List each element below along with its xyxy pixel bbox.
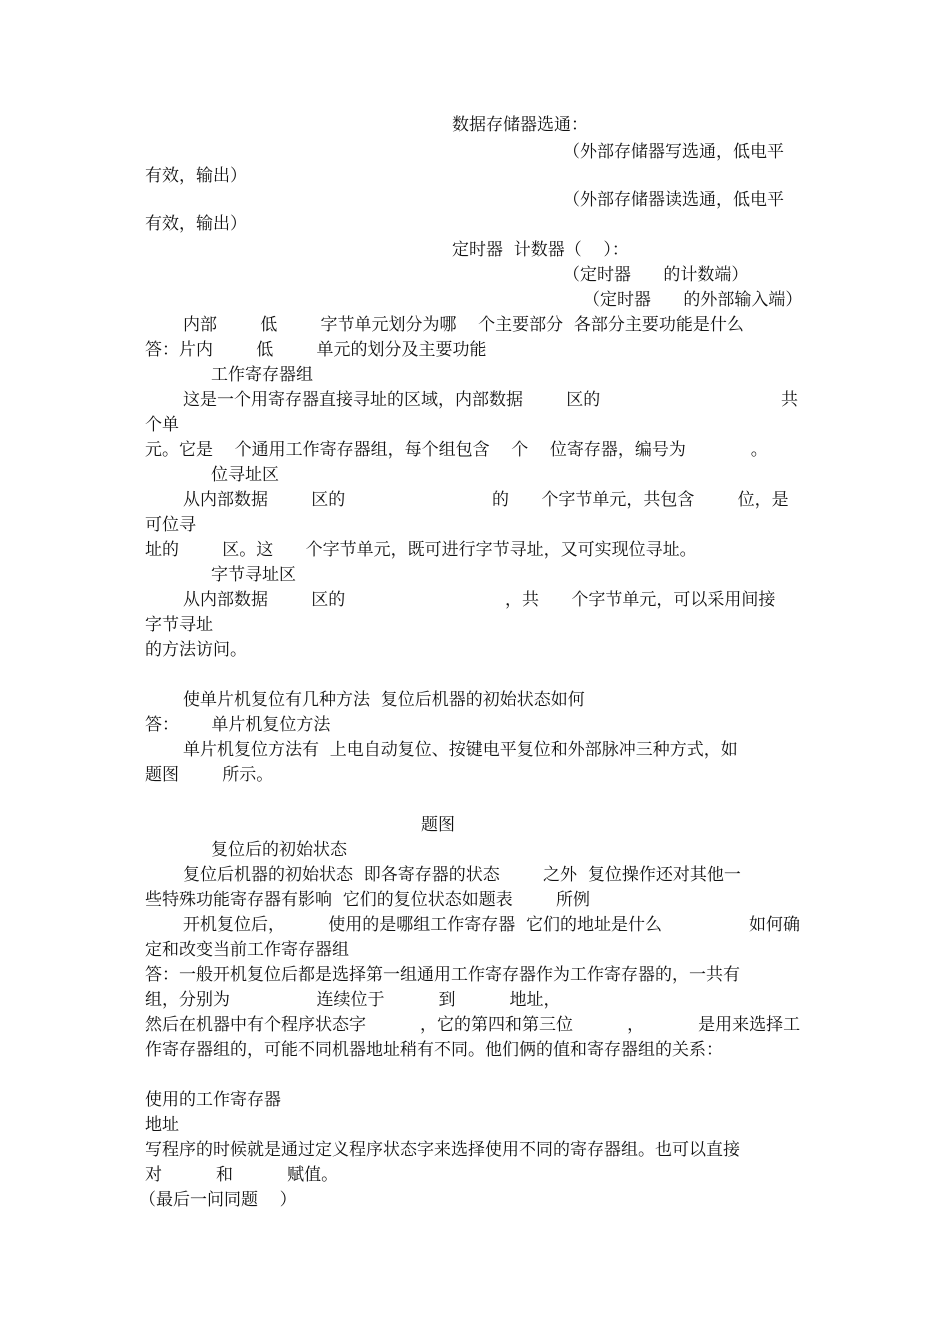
question-line: 内部 低 字节单元划分为哪 个主要部分 各部分主要功能是什么 bbox=[183, 315, 744, 335]
text-line: 这是一个用寄存器直接寻址的区域，内部数据 区的 bbox=[183, 390, 601, 410]
text-line: 然后在机器中有个程序状态字 ，它的第四和第三位 ， 是用来选择工 bbox=[145, 1015, 801, 1035]
answer-line: 答： 单片机复位方法 bbox=[145, 715, 331, 735]
text-line: 共 bbox=[781, 390, 798, 410]
answer-line: 答：片内 低 单元的划分及主要功能 bbox=[145, 340, 487, 360]
text-line: （定时器 的外部输入端） bbox=[583, 290, 803, 310]
text-line: 复位后机器的初始状态 即各寄存器的状态 之外 复位操作还对其他一 bbox=[183, 865, 741, 885]
section-heading: 位寻址区 bbox=[211, 465, 279, 485]
text-line: 从内部数据 区的 bbox=[183, 490, 346, 510]
text-line: 址的 区。这 个字节单元，既可进行字节寻址，又可实现位寻址。 bbox=[145, 540, 697, 560]
text-line: 有效，输出） bbox=[145, 214, 247, 234]
text-line: 的 个字节单元，共包含 位，是 bbox=[492, 490, 789, 510]
text-line: 作寄存器组的，可能不同机器地址稍有不同。他们俩的值和寄存器组的关系： bbox=[145, 1040, 723, 1060]
text-line: 写程序的时候就是通过定义程序状态字来选择使用不同的寄存器组。也可以直接 bbox=[145, 1140, 740, 1160]
text-line: 些特殊功能寄存器有影响 它们的复位状态如题表 所例 bbox=[145, 890, 591, 910]
text-line: 使用的工作寄存器 bbox=[145, 1090, 281, 1110]
text-line: 从内部数据 区的 bbox=[183, 590, 346, 610]
text-line: 题图 所示。 bbox=[145, 765, 274, 785]
text-line: 个单 bbox=[145, 415, 179, 435]
text-line: 字节寻址 bbox=[145, 615, 213, 635]
question-line: 如何确 bbox=[749, 915, 800, 935]
text-line: 组，分别为 连续位于 到 地址， bbox=[145, 990, 561, 1010]
text-line: 单片机复位方法有 上电自动复位、按键电平复位和外部脉冲三种方式，如 bbox=[183, 740, 738, 760]
text-line: （外部存储器写选通，低电平 bbox=[563, 142, 784, 162]
text-line: （外部存储器读选通，低电平 bbox=[563, 190, 784, 210]
text-line: 地址 bbox=[145, 1115, 179, 1135]
section-heading: 工作寄存器组 bbox=[211, 365, 313, 385]
text-line: 对 和 赋值。 bbox=[145, 1165, 339, 1185]
answer-line: 答：一般开机复位后都是选择第一组通用工作寄存器作为工作寄存器的，一共有 bbox=[145, 965, 740, 985]
text-line: ，共 个字节单元，可以采用间接 bbox=[505, 590, 776, 610]
text-line: （定时器 的计数端） bbox=[563, 265, 749, 285]
question-line: 定和改变当前工作寄存器组 bbox=[145, 940, 349, 960]
question-line: 使单片机复位有几种方法 复位后机器的初始状态如何 bbox=[183, 690, 585, 710]
text-line: 可位寻 bbox=[145, 515, 196, 535]
figure-caption: 题图 bbox=[421, 815, 455, 835]
text-line: （最后一问同题 ） bbox=[139, 1190, 297, 1210]
question-line: 开机复位后， 使用的是哪组工作寄存器 它们的地址是什么 bbox=[183, 915, 663, 935]
text-line: 元。它是 个通用工作寄存器组，每个组包含 个 位寄存器，编号为 。 bbox=[145, 440, 768, 460]
text-line: 定时器 计数器（ ）： bbox=[452, 240, 629, 260]
text-line: 的方法访问。 bbox=[145, 640, 247, 660]
section-heading: 字节寻址区 bbox=[211, 565, 296, 585]
text-line: 数据存储器选通： bbox=[452, 115, 588, 135]
section-heading: 复位后的初始状态 bbox=[211, 840, 347, 860]
text-line: 有效，输出） bbox=[145, 166, 247, 186]
